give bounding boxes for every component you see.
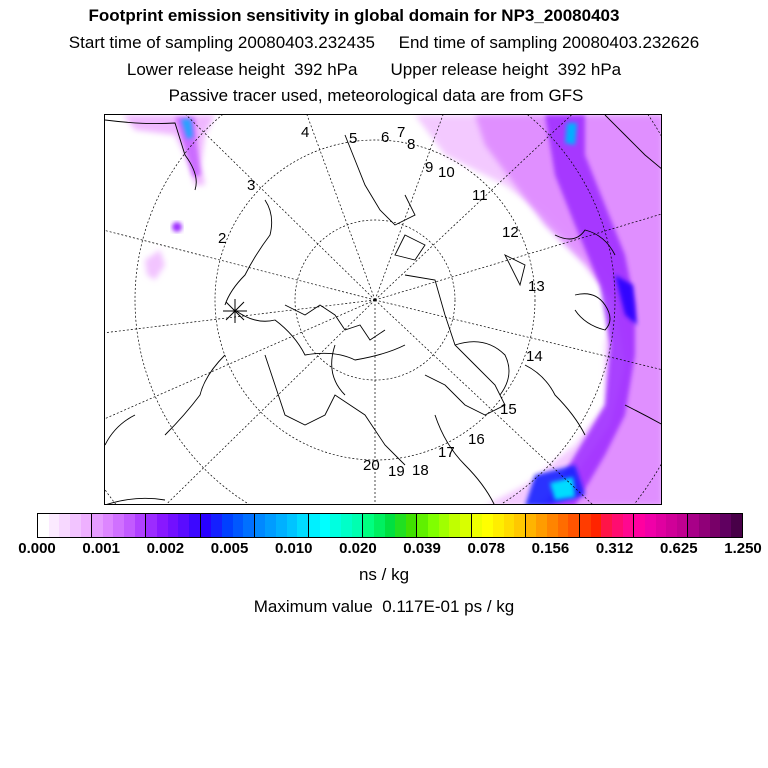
- color-scale-swatch: [92, 514, 103, 537]
- color-scale-swatch: [439, 514, 450, 537]
- color-scale-swatch: [297, 514, 309, 537]
- color-scale-swatch: [276, 514, 287, 537]
- color-scale-swatch: [666, 514, 677, 537]
- color-scale-tick-label: 1.250: [724, 540, 762, 557]
- color-scale-swatch: [352, 514, 364, 537]
- maximum-value-label: Maximum value 0.117E-01 ps / kg: [253, 597, 515, 616]
- track-day-label: 7: [397, 124, 406, 141]
- color-scale-swatch: [472, 514, 483, 537]
- color-scale-swatch: [363, 514, 374, 537]
- color-scale-swatch: [493, 514, 504, 537]
- color-scale-swatch: [330, 514, 341, 537]
- track-day-label: 8: [407, 136, 416, 153]
- track-day-label: 2: [218, 230, 227, 247]
- plot-title: Footprint emission sensitivity in global domain for NP3_20080403: [88, 6, 620, 25]
- color-scale-swatch: [49, 514, 60, 537]
- color-scale-swatch: [124, 514, 135, 537]
- color-scale-swatch: [514, 514, 526, 537]
- track-day-label: 16: [468, 431, 485, 448]
- color-scale-swatch: [428, 514, 439, 537]
- color-scale-bar: [37, 513, 743, 538]
- color-scale-swatch: [309, 514, 320, 537]
- color-scale-swatch: [406, 514, 418, 537]
- color-scale-swatch: [504, 514, 515, 537]
- color-scale-swatch: [189, 514, 201, 537]
- color-scale-swatch: [178, 514, 189, 537]
- color-scale-swatch: [449, 514, 460, 537]
- color-scale-tick-label: 0.039: [403, 540, 441, 557]
- color-scale-swatch: [558, 514, 569, 537]
- color-scale-swatch: [482, 514, 493, 537]
- track-day-label: 5: [349, 130, 358, 147]
- color-scale-swatch: [536, 514, 547, 537]
- track-day-label: 18: [412, 462, 429, 479]
- color-scale-swatch: [135, 514, 147, 537]
- color-scale-swatch: [720, 514, 731, 537]
- track-day-label: 15: [500, 401, 517, 418]
- color-scale-tick-label: 0.000: [18, 540, 56, 557]
- color-scale-swatch: [146, 514, 157, 537]
- color-scale-swatch: [38, 514, 49, 537]
- color-scale-swatch: [634, 514, 645, 537]
- track-day-label: 20: [363, 457, 380, 474]
- color-scale-swatch: [233, 514, 244, 537]
- track-day-label: 9: [425, 159, 434, 176]
- color-scale-swatch: [688, 514, 699, 537]
- color-scale-tick-label: 0.020: [339, 540, 377, 557]
- release-height-line: Lower release height 392 hPa Upper release height 392 hPa: [126, 60, 622, 79]
- color-scale-swatch: [59, 514, 70, 537]
- color-scale-swatch: [580, 514, 591, 537]
- track-day-label: 13: [528, 278, 545, 295]
- polar-map: [105, 115, 662, 505]
- track-day-label: 11: [472, 187, 488, 204]
- color-scale-swatch: [222, 514, 233, 537]
- color-scale-swatch: [157, 514, 168, 537]
- color-scale-tick-label: 0.001: [82, 540, 120, 557]
- color-scale-swatch: [591, 514, 602, 537]
- track-day-label: 3: [247, 177, 256, 194]
- track-day-label: 12: [502, 224, 519, 241]
- color-scale-swatch: [341, 514, 352, 537]
- color-scale-tick-label: 0.002: [146, 540, 185, 557]
- color-scale-swatch: [623, 514, 635, 537]
- color-scale-swatch: [731, 514, 742, 537]
- color-scale-swatch: [243, 514, 255, 537]
- color-scale-swatch: [612, 514, 623, 537]
- color-scale-swatch: [201, 514, 212, 537]
- color-scale-swatch: [645, 514, 656, 537]
- color-scale-tick-label: 0.312: [595, 540, 634, 557]
- track-day-label: 10: [438, 164, 455, 181]
- color-scale-swatch: [81, 514, 93, 537]
- release-site-marker: [223, 299, 247, 323]
- color-scale-swatch: [547, 514, 558, 537]
- plume-east-peak-top: [565, 123, 577, 145]
- color-scale-swatch: [385, 514, 396, 537]
- track-day-label: 17: [438, 444, 455, 461]
- track-day-label: 4: [301, 124, 310, 141]
- color-scale-swatch: [395, 514, 406, 537]
- color-scale-swatch: [710, 514, 721, 537]
- color-scale-tick-label: 0.156: [531, 540, 570, 557]
- color-scale-tick-label: 0.010: [274, 540, 313, 557]
- color-scale-swatch: [656, 514, 667, 537]
- color-scale-swatch: [255, 514, 266, 537]
- plume-northwest: [123, 115, 215, 185]
- color-scale-swatch: [211, 514, 222, 537]
- color-scale-swatch: [526, 514, 537, 537]
- color-scale-tick-label: 0.625: [660, 540, 698, 557]
- color-scale-swatch: [699, 514, 710, 537]
- color-scale-swatch: [374, 514, 385, 537]
- color-scale-swatch: [168, 514, 179, 537]
- sampling-time-line: Start time of sampling 20080403.232435 End time of sampling 20080403.232626: [68, 33, 700, 52]
- map-panel: [104, 114, 662, 505]
- color-scale-swatch: [460, 514, 472, 537]
- color-scale-swatch: [113, 514, 124, 537]
- color-scale-unit: ns / kg: [358, 565, 410, 584]
- color-scale-tick-label: 0.078: [467, 540, 506, 557]
- color-scale-swatch: [103, 514, 114, 537]
- color-scale-swatch: [320, 514, 331, 537]
- color-scale-swatch: [265, 514, 276, 537]
- color-scale-swatch: [601, 514, 612, 537]
- color-scale-swatch: [677, 514, 689, 537]
- plume-spot-a: [172, 222, 182, 232]
- plume-west-wisp: [145, 250, 165, 280]
- color-scale-swatch: [287, 514, 298, 537]
- color-scale-tick-label: 0.005: [210, 540, 249, 557]
- color-scale-swatch: [417, 514, 428, 537]
- track-day-label: 14: [526, 348, 543, 365]
- color-scale-swatch: [70, 514, 81, 537]
- tracer-note-line: Passive tracer used, meteorological data are from GFS: [168, 86, 584, 105]
- track-day-label: 19: [388, 463, 405, 480]
- color-scale-swatch: [568, 514, 580, 537]
- emission-sensitivity-field: [123, 115, 662, 505]
- track-day-label: 6: [381, 129, 390, 146]
